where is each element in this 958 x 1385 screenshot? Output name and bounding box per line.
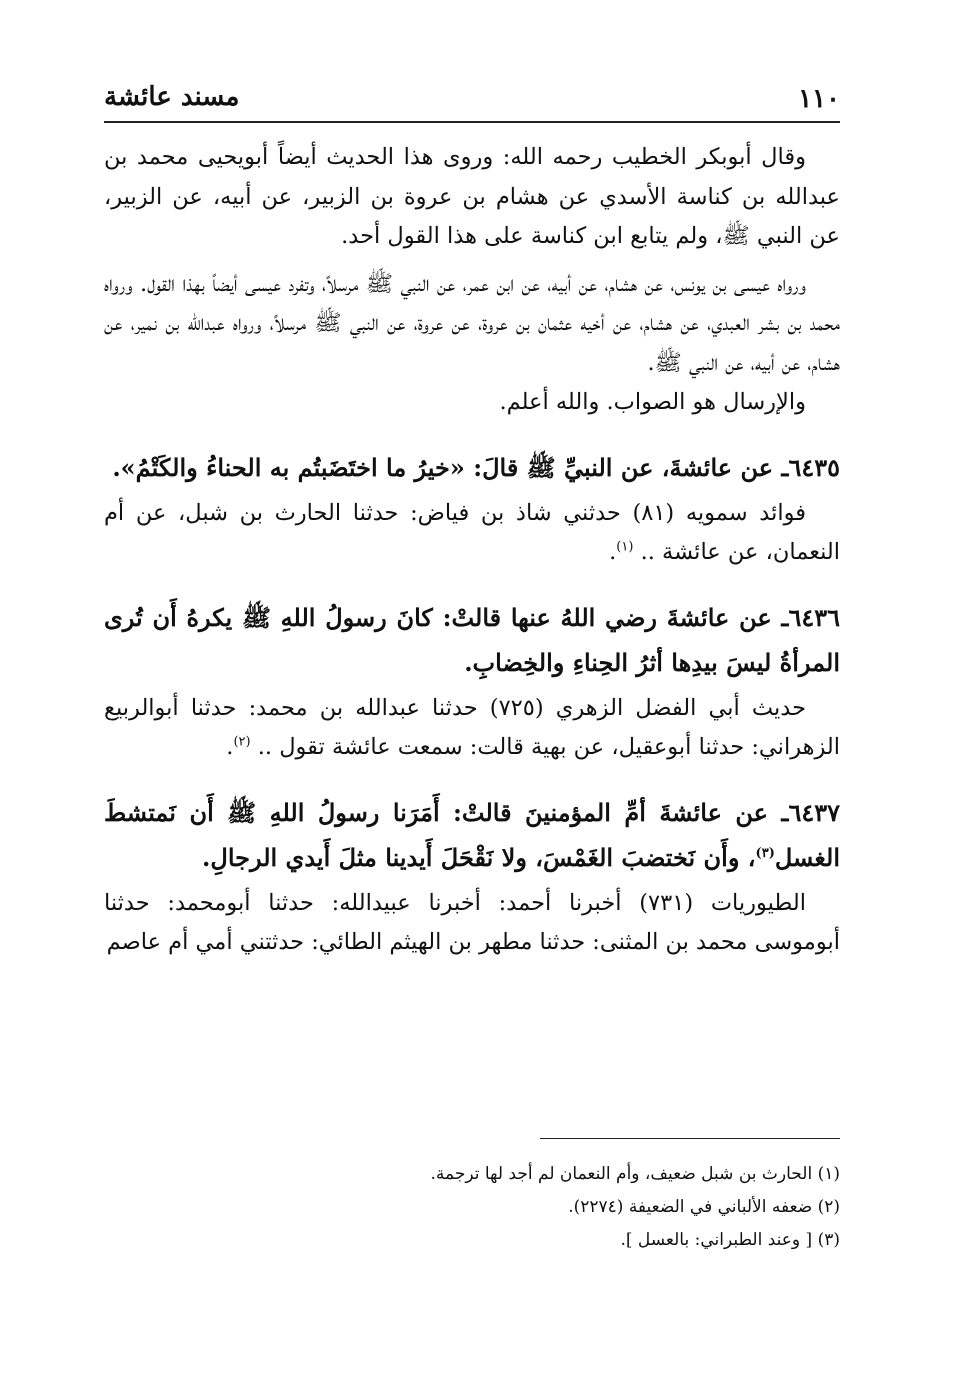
paragraph-khatib: وقال أبوبكر الخطيب رحمه الله: وروى هذا الحديث أيضاً أبويحيى محمد بن عبدالله بن كناسة الأسدي عن هشام بن عروة بن الزبير، عن أبيه، عن الزبير، عن النبي ﷺ، ولم يتابع ابن كناسة على هذا القول أحد. — [104, 144, 840, 249]
hadith-6436: ٦٤٣٦ـ عن عائشةَ رضي اللهُ عنها قالتْ: كانَ رسولُ اللهِ ﷺ يكرهُ أَن تُرى المرأةُ ليسَ بيدِها أثرُ الحِناءِ والخِضابِ. — [104, 602, 840, 677]
running-header — [104, 78, 840, 118]
footnote-divider — [540, 1138, 840, 1139]
hadith-6437 — [104, 790, 840, 880]
footnote-ref-1: (١) — [616, 539, 634, 555]
hadith-6435: ٦٤٣٥ـ عن عائشةَ، عن النبيِّ ﷺ قالَ: «خيرُ ما اختَضَبتُم به الحناءُ والكَتْمُ». — [112, 452, 840, 482]
footnote-ref-3: (٣) — [755, 845, 775, 861]
footnotes — [104, 1158, 840, 1257]
source-end: . — [226, 734, 234, 760]
hadith-6437-source: الطيوريات (٧٣١) أخبرنا أحمد: أخبرنا عبيدالله: حدثنا أبومحمد: حدثنا أبوموسى محمد بن المثنى: حدثنا مطهر بن الهيثم الطائي: حدثتني أمي أم عاصم — [104, 889, 840, 955]
source-text: حديث أبي الفضل الزهري (٧٢٥) حدثنا عبدالله بن محمد: حدثنا أبوالربيع الزهراني: حدثنا أبوعقيل، عن بهية قالت: سمعت عائشة تقول .. — [104, 694, 840, 760]
page-number: ١١٠ — [798, 84, 840, 114]
source-text: فوائد سمويه (٨١) حدثني شاذ بن فياض: حدثنا الحارث بن شبل، عن أم النعمان، عن عائشة .. — [104, 499, 840, 565]
source-end: . — [609, 539, 617, 565]
main-text — [104, 138, 840, 963]
header-divider — [104, 121, 840, 123]
header-title: مسند عائشة — [104, 82, 240, 112]
footnote-ref-2: (٢) — [233, 734, 251, 750]
hadith-6435-source — [104, 494, 840, 573]
footnote-3: (٣) [ وعند الطبراني: بالعسل ]. — [620, 1230, 840, 1250]
footnote-1: (١) الحارث بن شبل ضعيف، وأم النعمان لم أجد لها ترجمة. — [430, 1164, 840, 1184]
hadith-text-end: ، وأَن نَختضبَ الغَمْسَ، ولا نَقْحَلَ أَيدينا مثلَ أَيدي الرجالِ. — [202, 842, 756, 872]
hadith-6436-source — [104, 689, 840, 768]
paragraph-isa-ibn-yunus: ورواه عيسى بن يونس، عن هشام، عن أبيه، عن ابن عمر، عن النبي ﷺ مرسلاً، وتفرد عيسى أيضاً بهذا القول. ورواه محمد بن بشر العبدي، عن هشام، عن أخيه عثمان بن عروة، عن عروة، عن النبي ﷺ مرسلاً، ورواه عبدالله بن نمير، عن هشام، عن أبيه، عن النبي ﷺ. — [104, 270, 840, 376]
hadith-text-start: ٦٤٣٧ـ عن عائشةَ أمِّ المؤمنينَ قالتْ: أَمَرَنا رسولُ اللهِ ﷺ أَن نَمتشطَ الغسل — [104, 797, 840, 872]
paragraph-conclusion: والإرسال هو الصواب. والله أعلم. — [499, 389, 806, 415]
footnote-2: (٢) ضعفه الألباني في الضعيفة (٢٢٧٤). — [568, 1197, 840, 1217]
